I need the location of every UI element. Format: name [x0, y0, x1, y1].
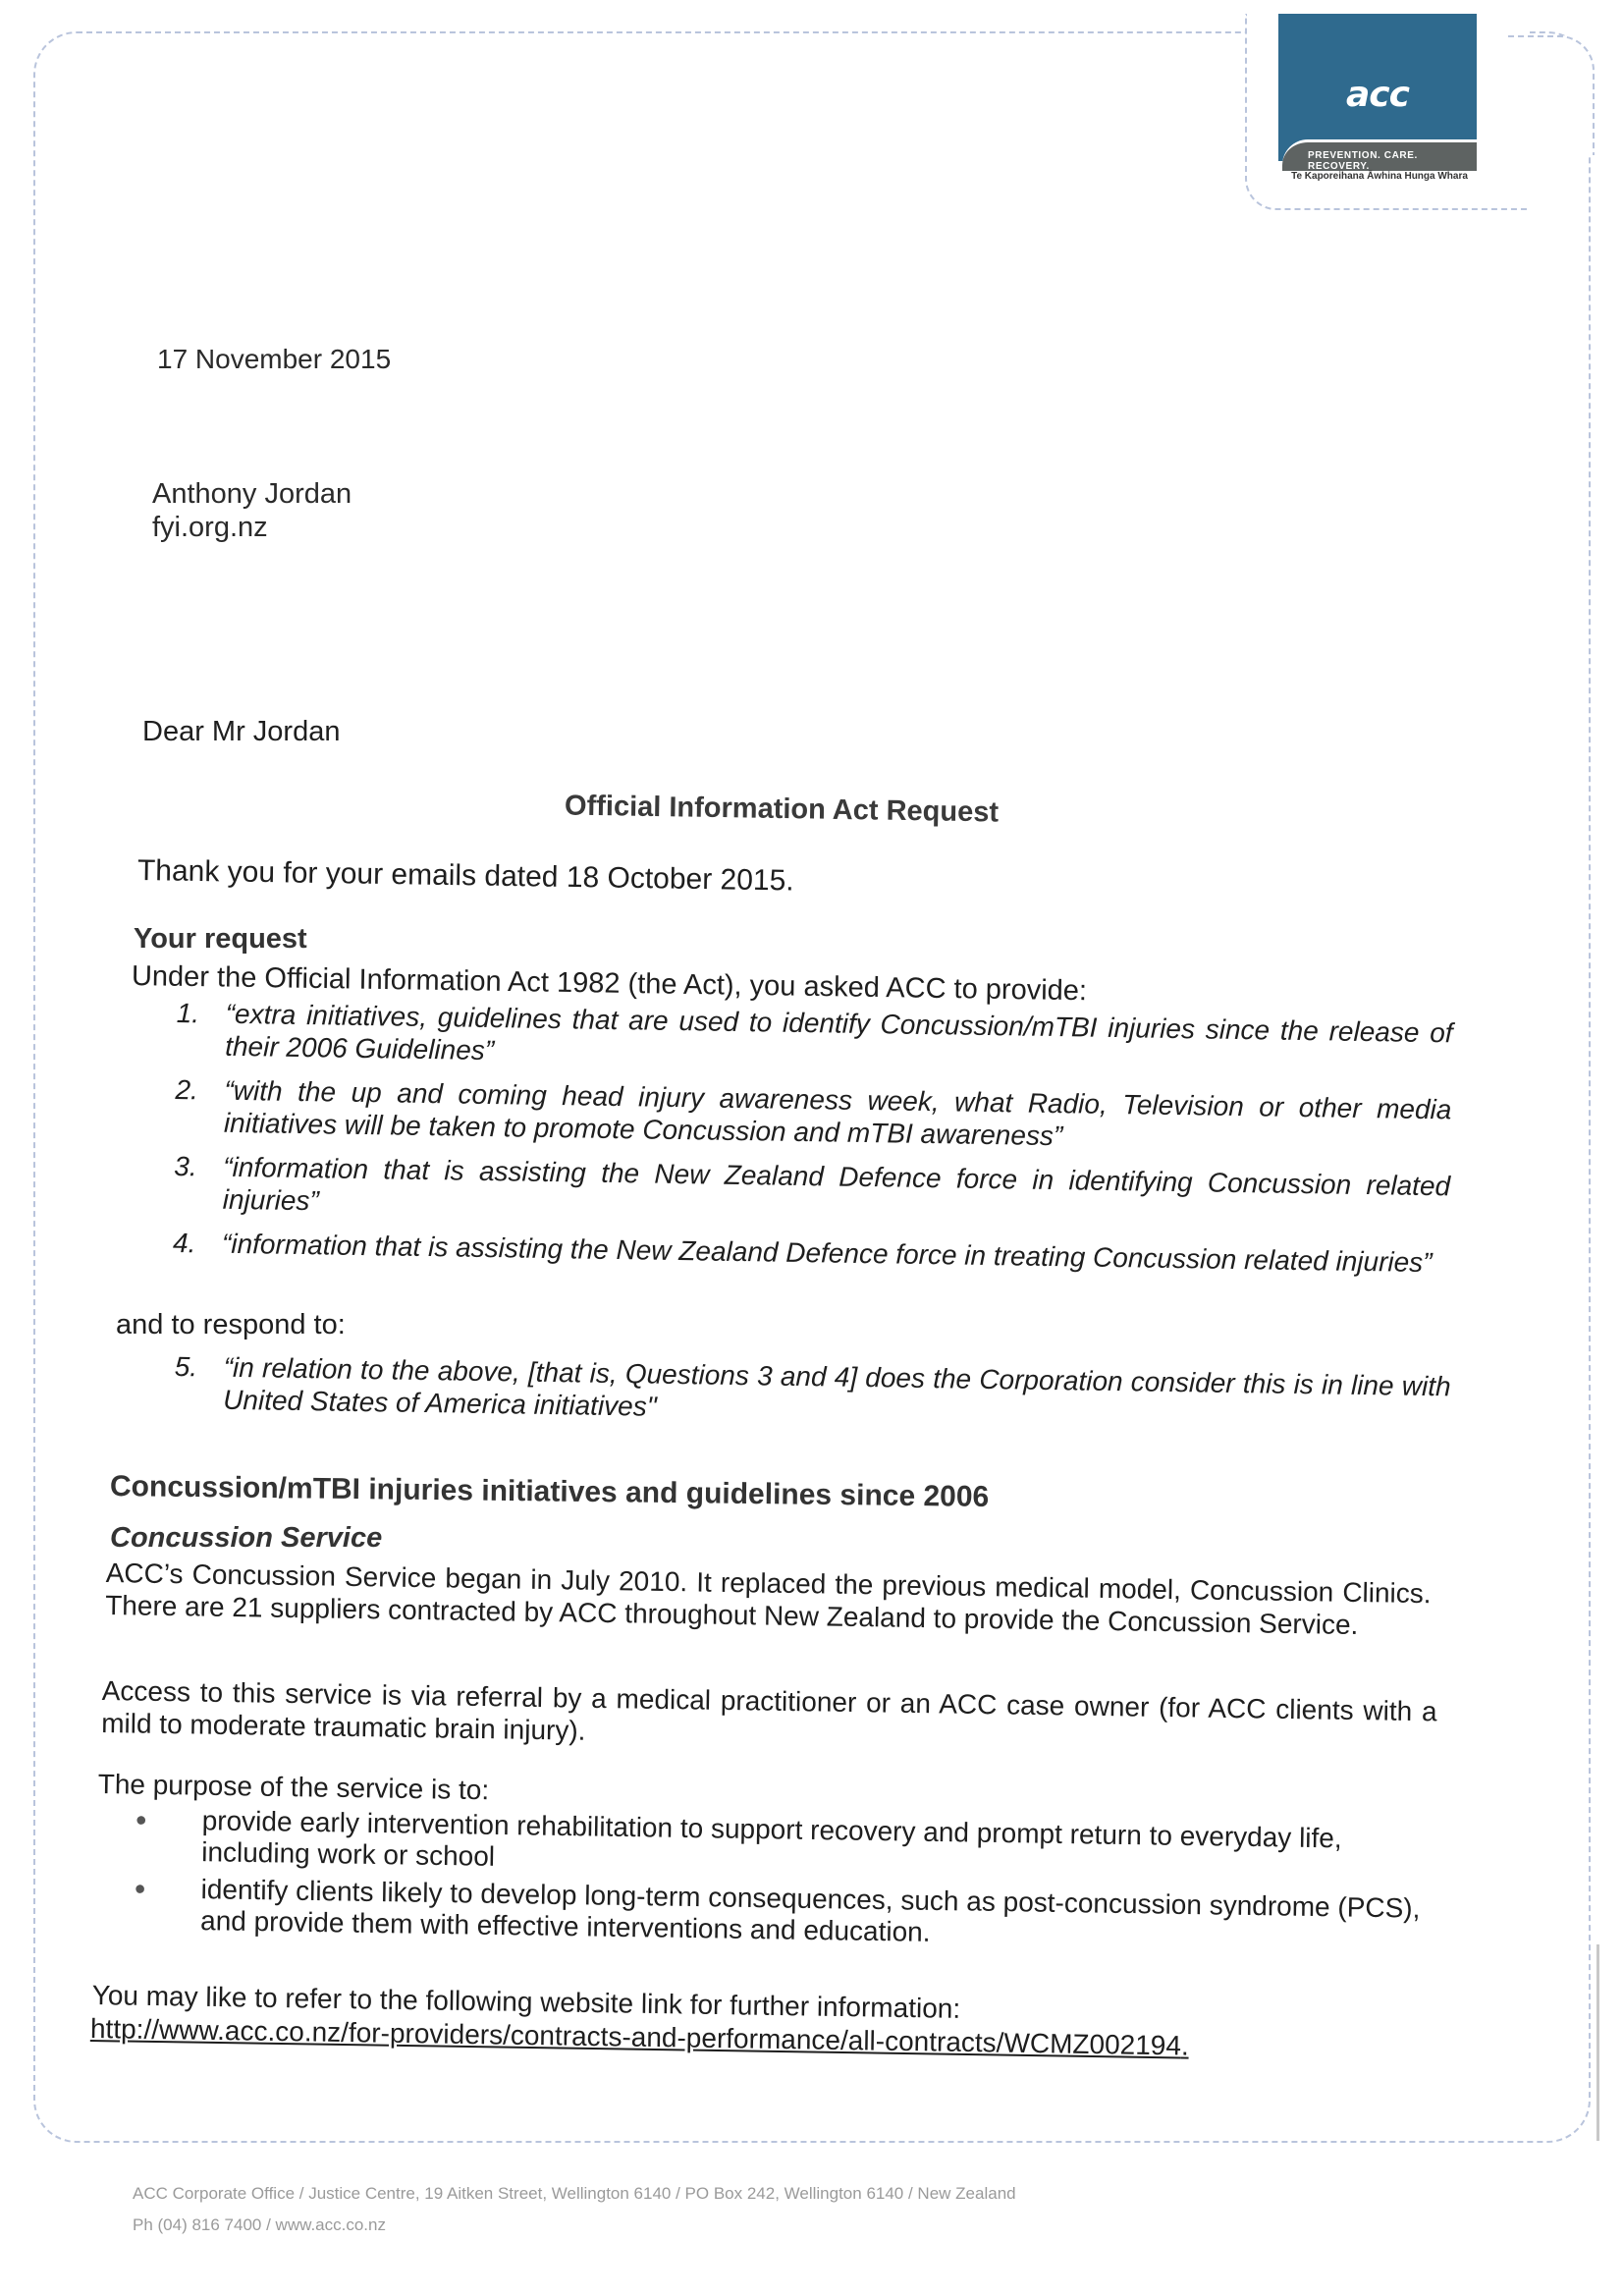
request-text: “extra initiatives, guidelines that are used to identify Concussion/mTBI injuries since the release of their 2006 Guidelines” [224, 998, 1453, 1066]
scan-edge [1596, 1944, 1599, 2141]
letter-date: 17 November 2015 [157, 344, 392, 374]
initiatives-heading: Concussion/mTBI injuries initiatives and guidelines since 2006 [109, 1470, 990, 1513]
link-suffix: . [1180, 2030, 1189, 2061]
acc-logo [1278, 14, 1477, 183]
logo-mark: acc [1346, 75, 1409, 115]
concussion-service-paragraph: ACC’s Concussion Service began in July 2010. It replaced the previous medical model, Concussion Clinics. There are 21 suppliers contracted by ACC throughout New Zealand to provide the Concussion Service. [104, 1557, 1432, 1641]
purpose-item [126, 1873, 1433, 1956]
purpose-intro: The purpose of the service is to: [97, 1768, 490, 1806]
request-item [173, 1227, 1449, 1279]
request-number: 2. [175, 1073, 199, 1106]
salutation: Dear Mr Jordan [142, 716, 341, 747]
request-number: 4. [172, 1227, 196, 1259]
request-text: “with the up and coming head injury awareness week, what Radio, Television or other media initiatives will be taken to promote Concussion and mTBI awareness” [223, 1074, 1452, 1152]
request-text: “information that is assisting the New Zealand Defence force in identifying Concussion related injuries” [222, 1151, 1451, 1217]
request-text: “information that is assisting the New Zealand Defence force in treating Concussion related injuries” [221, 1228, 1433, 1279]
purpose-text: provide early intervention rehabilitation to support recovery and prompt return to everyday life, including work or school [201, 1805, 1342, 1872]
footer-address: ACC Corporate Office / Justice Centre, 19 Aitken Street, Wellington 6140 / PO Box 242, Wellington 6140 / New Zealand [133, 2184, 1016, 2203]
letter-title: Official Information Act Request [564, 790, 1000, 829]
request-text: “in relation to the above, [that is, Questions 3 and 4] does the Corporation consider this is in line with United States of America initiatives" [222, 1351, 1451, 1422]
purpose-text: identify clients likely to develop long-term consequences, such as post-concussion syndrome (PCS), and provide them with effective interventions and education. [199, 1874, 1421, 1947]
recipient-org: fyi.org.nz [152, 512, 268, 543]
logo-maori-name: Te Kaporeihana Āwhina Hunga Whara [1291, 171, 1468, 182]
purpose-list [126, 1804, 1434, 1962]
logo-tagline: PREVENTION. CARE. RECOVERY. [1308, 150, 1418, 172]
bullet-icon: ● [134, 1878, 146, 1900]
your-request-heading: Your request [134, 923, 307, 955]
thanks-line: Thank you for your emails dated 18 October 2015. [136, 854, 794, 898]
bullet-icon: ● [135, 1809, 148, 1831]
request-number: 1. [176, 997, 200, 1029]
request-number: 3. [174, 1150, 197, 1182]
recipient-name: Anthony Jordan [152, 478, 352, 510]
request-item [175, 1073, 1452, 1158]
access-paragraph: Access to this service is via referral by a medical practitioner or an ACC case owner (for ACC clients with a mild to moderate traumatic brain injury). [100, 1674, 1437, 1746]
respond-label: and to respond to: [116, 1309, 346, 1340]
link-intro: You may like to refer to the following website link for further information: [91, 1979, 961, 2024]
request-intro: Under the Official Information Act 1982 (the Act), you asked ACC to provide: [131, 960, 1088, 1008]
page-border-tab [1508, 35, 1595, 155]
request-number: 5. [174, 1350, 198, 1383]
logo-tagline-band [1282, 139, 1477, 171]
concussion-service-subheading: Concussion Service [110, 1522, 383, 1554]
request-list [173, 997, 1453, 1290]
acc-contract-link[interactable]: http://www.acc.co.nz/for-providers/contracts-and-performance/all-contracts/WCMZ002194 [89, 2013, 1182, 2061]
footer-contact: Ph (04) 816 7400 / www.acc.co.nz [133, 2215, 386, 2234]
request-item [174, 1150, 1451, 1234]
